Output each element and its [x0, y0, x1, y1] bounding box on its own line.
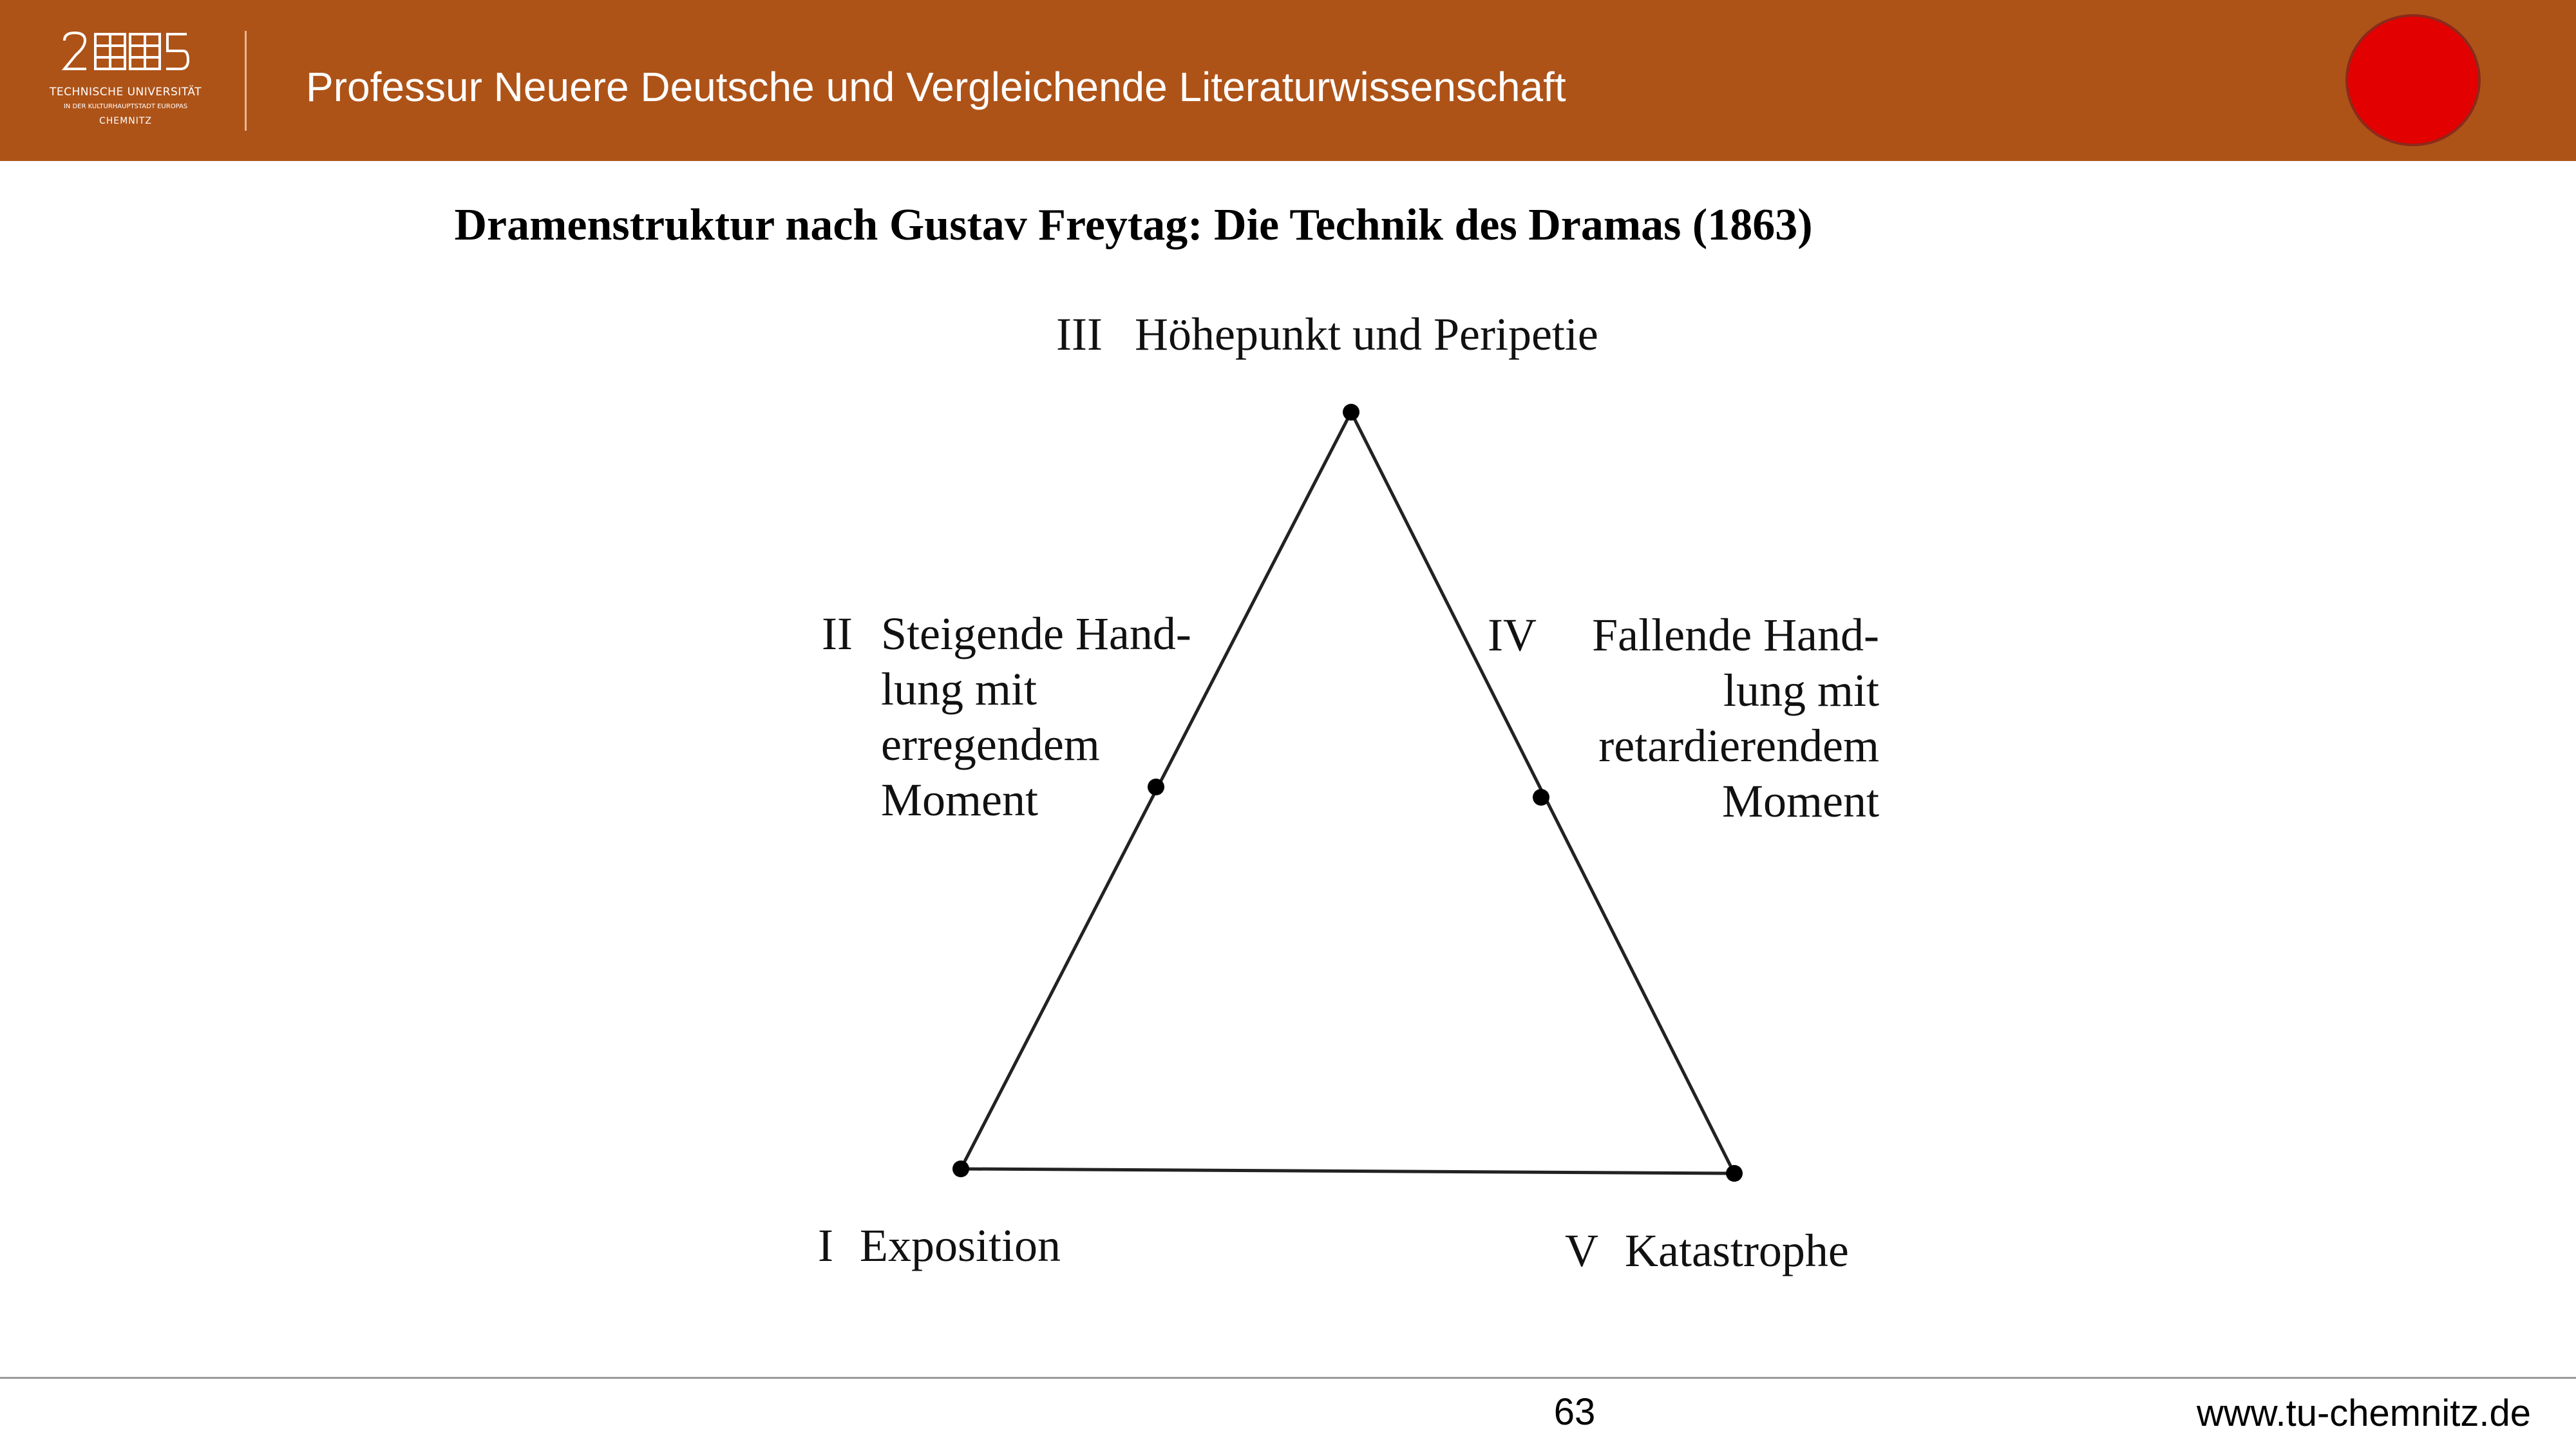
footer-url-link[interactable]: www.tu-chemnitz.de	[2197, 1392, 2531, 1434]
logo-text-subtitle: IN DER KULTURHAUPTSTADT EUROPAS	[63, 103, 188, 110]
slide-title: Dramenstruktur nach Gustav Freytag: Die Technik des Dramas (1863)	[454, 200, 1813, 250]
stage-text-line: lung mit	[1723, 665, 1879, 716]
stage-label-climax	[1056, 308, 1598, 360]
stage-text-line: Exposition	[860, 1220, 1061, 1271]
stage-text-line: lung mit	[881, 663, 1037, 715]
stage-point-climax	[1343, 404, 1359, 421]
stage-numeral: V	[1565, 1225, 1598, 1276]
stage-text-line: Steigende Hand-	[881, 608, 1191, 659]
stage-numeral: I	[818, 1220, 833, 1271]
footer-divider	[0, 1377, 2576, 1379]
logo-text-city: CHEMNITZ	[99, 116, 152, 126]
stage-label-catastrophe	[1565, 1225, 1849, 1276]
stage-numeral: II	[822, 608, 853, 659]
stage-text-line: Fallende Hand-	[1592, 609, 1879, 661]
stage-point-catastrophe	[1726, 1165, 1743, 1182]
stage-point-falling	[1533, 789, 1549, 806]
stage-text-line: Katastrophe	[1625, 1225, 1849, 1276]
stage-point-rising	[1148, 779, 1164, 795]
pyramid-edges	[961, 412, 1734, 1173]
logo-text-university: TECHNISCHE UNIVERSITÄT	[49, 86, 202, 99]
page-number: 63	[1553, 1391, 1596, 1433]
stage-text-line: Höhepunkt und Peripetie	[1135, 308, 1598, 360]
header-title: Professur Neuere Deutsche und Vergleichende Literaturwissenschaft	[306, 64, 1566, 110]
stage-label-rising	[822, 608, 1191, 826]
stage-point-exposition	[952, 1160, 969, 1177]
stage-text-line: retardierendem	[1598, 720, 1879, 772]
stage-numeral: III	[1056, 308, 1103, 360]
stage-text-line: Moment	[881, 774, 1038, 826]
edge-base	[961, 1169, 1734, 1173]
stage-label-exposition	[818, 1220, 1061, 1271]
stage-numeral: IV	[1488, 609, 1537, 661]
stage-text-line: Moment	[1722, 775, 1879, 827]
stage-text-line: erregendem	[881, 719, 1100, 770]
